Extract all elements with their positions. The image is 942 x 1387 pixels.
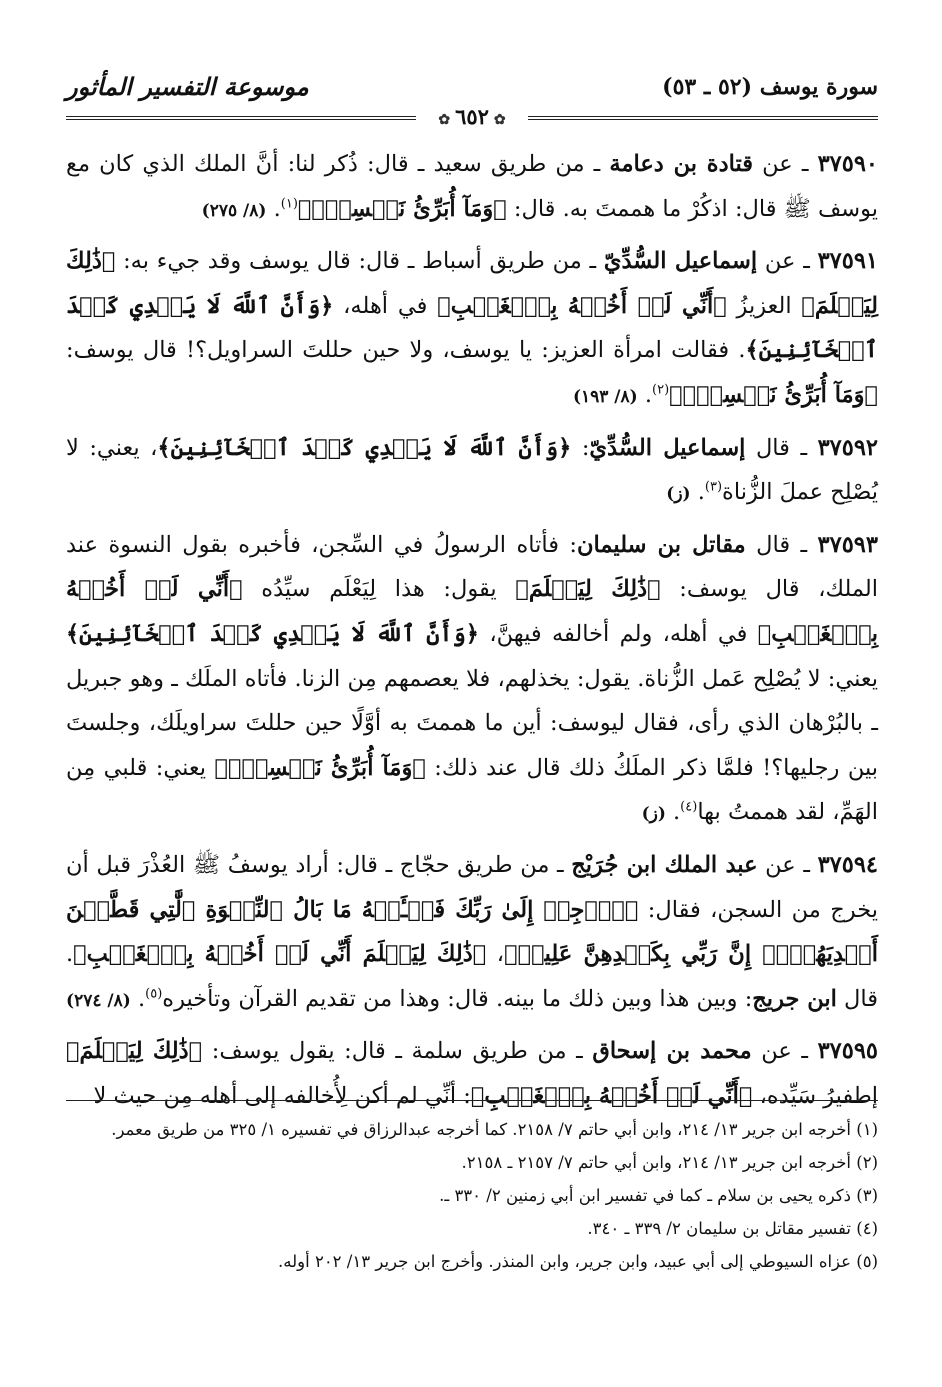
text-segment: . bbox=[637, 381, 653, 408]
bold-segment: ﴿أَنِّي لَمۡ أَخُنۡهُ بِٱلۡغَيۡبِ﴾ bbox=[66, 576, 878, 647]
text-segment: . bbox=[690, 479, 705, 506]
bold-segment: ﴿وَأَنَّ ٱللَّهَ لَا يَهۡدِي كَيۡدَ ٱلۡخَآئِنِينَ﴾ bbox=[157, 434, 572, 461]
hadith-paragraph bbox=[66, 142, 878, 235]
book-title: موسوعة التفسير المأثور bbox=[66, 72, 309, 101]
footnote-marker: (٥) bbox=[145, 986, 163, 1002]
text-segment: يعني: قلبي مِن الهَمِّ، لقد هممتُ بها bbox=[66, 754, 878, 826]
text-segment: يقول: هذا لِيَعْلَم سيِّدُه bbox=[242, 576, 516, 603]
bold-segment: إسماعيل السُّدِّيّ bbox=[603, 248, 758, 275]
bold-segment: قتادة بن دعامة bbox=[609, 151, 754, 177]
footnote-separator bbox=[66, 1100, 878, 1101]
text-segment: . فقالت امرأة العزيز: يا يوسف، ولا حين حللتَ السراويل؟! قال يوسف: bbox=[66, 337, 746, 364]
bold-segment: ﴿أَنِّي لَمۡ أَخُنۡهُ بِٱلۡغَيۡبِ﴾ bbox=[470, 1082, 753, 1109]
bold-segment: ﴿ذَٰلِكَ لِيَعۡلَمَ﴾ bbox=[515, 576, 661, 603]
source-reference: (٨/ ٢٧٤) bbox=[66, 990, 131, 1011]
text-segment: ، يعني: لا يُصْلِح عملَ الزُّناة bbox=[66, 434, 878, 506]
text-segment: ـ من طريق حجّاج ـ قال: أراد يوسفُ ﷺ العُذْرَ قبل أن يخرج من السجن، فقال: bbox=[66, 851, 878, 923]
footnote: (٤) تفسير مقاتل بن سليمان ٢/ ٣٣٩ ـ ٣٤٠. bbox=[587, 1219, 878, 1238]
footnote-marker: (٣) bbox=[704, 479, 723, 495]
text-segment: العزيزُ bbox=[726, 292, 802, 319]
footnote-marker: (١) bbox=[280, 196, 298, 212]
text-segment: . قال bbox=[66, 941, 878, 1012]
text-segment: : وبين هذا وبين ذلك ما بينه. قال: وهذا من تقديم القرآن وتأخيره bbox=[162, 985, 753, 1012]
bold-segment: ﴿وَمَآ أُبَرِّئُ نَفۡسِيٓۚ﴾ bbox=[214, 754, 426, 781]
bold-segment: ﴿ذَٰلِكَ لِيَعۡلَمَ أَنِّي لَمۡ أَخُنۡهُ بِٱلۡغَيۡبِ﴾ bbox=[73, 941, 487, 968]
bold-segment: ابن جريج bbox=[752, 985, 837, 1012]
ornament-icon: ✿ bbox=[493, 112, 506, 128]
header-rule bbox=[66, 106, 878, 128]
text-segment: في أهله، ولم أخالفه فيهنَّ، bbox=[478, 620, 758, 647]
source-reference: (٨/ ٢٧٥) bbox=[201, 200, 267, 221]
book-page bbox=[66, 70, 879, 1271]
bold-segment: ﴿وَأَنَّ ٱللَّهَ لَا يَهۡدِي كَيۡدَ ٱلۡخَآئِنِينَ﴾ bbox=[66, 620, 479, 647]
bold-segment: ﴿وَمَآ أُبَرِّئُ نَفۡسِيٓۚ﴾ bbox=[297, 195, 507, 222]
text-segment: ـ قال bbox=[745, 531, 818, 558]
entry-number: ٣٧٥٩١ bbox=[817, 248, 878, 275]
ornament-icon: ✿ bbox=[438, 112, 451, 128]
entry-number: ٣٧٥٩٣ bbox=[817, 531, 878, 558]
text-segment: يعني: لا يُصْلِح عَمل الزُّناة. يقول: يخذلهم، فلا يعصمهم مِن الزنا. فأتاه الملَك ـ وهو جبريل ـ بالبُرْهان الذي رأى، فقال ليوسف: أين ما هممتَ به أوَّلًا حين حللتَ سراويلَك، وجلستَ بين رجليها؟! فلمَّا ذكر الملَكُ ذلك قال عند ذلك: bbox=[66, 665, 879, 781]
text-segment: : أنِّي لم أكن لِأُخالفه إلى أهله مِن حيث لا bbox=[93, 1082, 471, 1109]
bold-segment: ﴿ٱرۡجِعۡ إِلَىٰ رَبِّكَ فَسۡـَٔلۡهُ مَا بَالُ ٱلنِّسۡوَةِ ٱلَّٰتِي قَطَّعۡنَ أَيۡدِيَهُنَّۚ إِنَّ رَبِّي بِكَيۡدِهِنَّ عَلِيمٞ﴾ bbox=[66, 896, 878, 968]
text-segment: ـ من طريق أسباط ـ قال: قال يوسف وقد جيء به: bbox=[115, 248, 604, 275]
body-text bbox=[66, 142, 878, 1120]
hadith-paragraph bbox=[66, 843, 878, 1025]
text-segment: : فأتاه الرسولُ في السِّجن، فأخبره بقول النسوة عند الملك، قال يوسف: bbox=[66, 531, 879, 603]
bold-segment: مقاتل بن سليمان bbox=[577, 531, 746, 558]
page-header bbox=[66, 70, 878, 104]
text-segment: إطفيرُ سَيِّده، bbox=[752, 1082, 878, 1109]
text-segment: . bbox=[266, 195, 281, 222]
hadith-paragraph bbox=[66, 239, 878, 421]
surah-title: سورة يوسف (٥٢ ـ ٥٣) bbox=[662, 74, 878, 100]
text-segment: ـ عن bbox=[753, 151, 818, 177]
text-segment: . bbox=[130, 985, 146, 1012]
entry-number: ٣٧٥٩٥ bbox=[817, 1038, 878, 1065]
bold-segment: ﴿ذَٰلِكَ لِيَعۡلَمَ﴾ bbox=[66, 248, 878, 319]
text-segment: . bbox=[665, 799, 681, 826]
entry-number: ٣٧٥٩٢ bbox=[817, 434, 878, 461]
bold-segment: ﴿ذَٰلِكَ لِيَعۡلَمَ﴾ bbox=[66, 1038, 203, 1065]
text-segment: في أهله، bbox=[333, 292, 438, 319]
footnote-marker: (٢) bbox=[652, 382, 670, 398]
text-segment: : bbox=[571, 434, 590, 461]
footnote: (٢) أخرجه ابن جرير ١٣/ ٢١٤، وابن أبي حاتم ٧/ ٢١٥٧ ـ ٢١٥٨. bbox=[461, 1153, 878, 1172]
footnote: (٣) ذكره يحيى بن سلام ـ كما في تفسير ابن أبي زمنين ٢/ ٣٣٠ ـ. bbox=[439, 1186, 878, 1205]
hadith-paragraph bbox=[66, 523, 878, 839]
source-reference: (٨/ ١٩٣) bbox=[572, 386, 638, 407]
text-segment: ـ من طريق سلمة ـ قال: يقول يوسف: bbox=[202, 1038, 593, 1065]
bold-segment: عبد الملك ابن جُرَيْج bbox=[571, 851, 758, 878]
page-number: ٦٥٢ bbox=[455, 104, 489, 129]
footnote: (١) أخرجه ابن جرير ١٣/ ٢١٤، وابن أبي حاتم ٧/ ٢١٥٨. كما أخرجه عبدالرزاق في تفسيره ١/ ٣٢٥ من طريق معمر. bbox=[111, 1120, 878, 1139]
source-reference: (ز) bbox=[641, 804, 666, 825]
hadith-paragraph bbox=[66, 1029, 878, 1120]
text-segment: ـ عن bbox=[757, 248, 818, 275]
page-number-block bbox=[433, 104, 510, 129]
source-reference: (ز) bbox=[666, 484, 691, 505]
header-rule-left bbox=[66, 116, 416, 120]
bold-segment: محمد بن إسحاق bbox=[592, 1038, 752, 1065]
text-segment: ـ من طريق سعيد ـ قال: ذُكر لنا: أنَّ الملك الذي كان مع يوسف ﷺ قال: اذكُرْ ما هممتَ به. قال: bbox=[66, 151, 878, 222]
text-segment: ـ قال bbox=[745, 434, 818, 461]
text-segment: ـ عن bbox=[751, 1038, 818, 1065]
bold-segment: ﴿وَأَنَّ ٱللَّهَ لَا يَهۡدِي كَيۡدَ ٱلۡخَآئِنِينَ﴾ bbox=[66, 292, 878, 364]
bold-segment: ﴿وَمَآ أُبَرِّئُ نَفۡسِيٓۚ﴾ bbox=[669, 381, 878, 408]
bold-segment: إسماعيل السُّدِّيّ bbox=[589, 434, 746, 461]
entry-number: ٣٧٥٩٤ bbox=[817, 851, 878, 878]
footnotes bbox=[66, 1116, 878, 1281]
hadith-paragraph bbox=[66, 426, 878, 519]
entry-number: ٣٧٥٩٠ bbox=[817, 151, 878, 177]
footnote: (٥) عزاه السيوطي إلى أبي عبيد، وابن جرير، وابن المنذر. وأخرج ابن جرير ١٣/ ٢٠٢ أوله. bbox=[278, 1252, 878, 1271]
text-segment: ، bbox=[486, 941, 505, 968]
bold-segment: ﴿أَنِّي لَمۡ أَخُنۡهُ بِٱلۡغَيۡبِ﴾ bbox=[437, 292, 727, 319]
header-rule-right bbox=[528, 116, 878, 120]
text-segment: ـ عن bbox=[757, 851, 818, 878]
footnote-marker: (٤) bbox=[680, 799, 698, 815]
